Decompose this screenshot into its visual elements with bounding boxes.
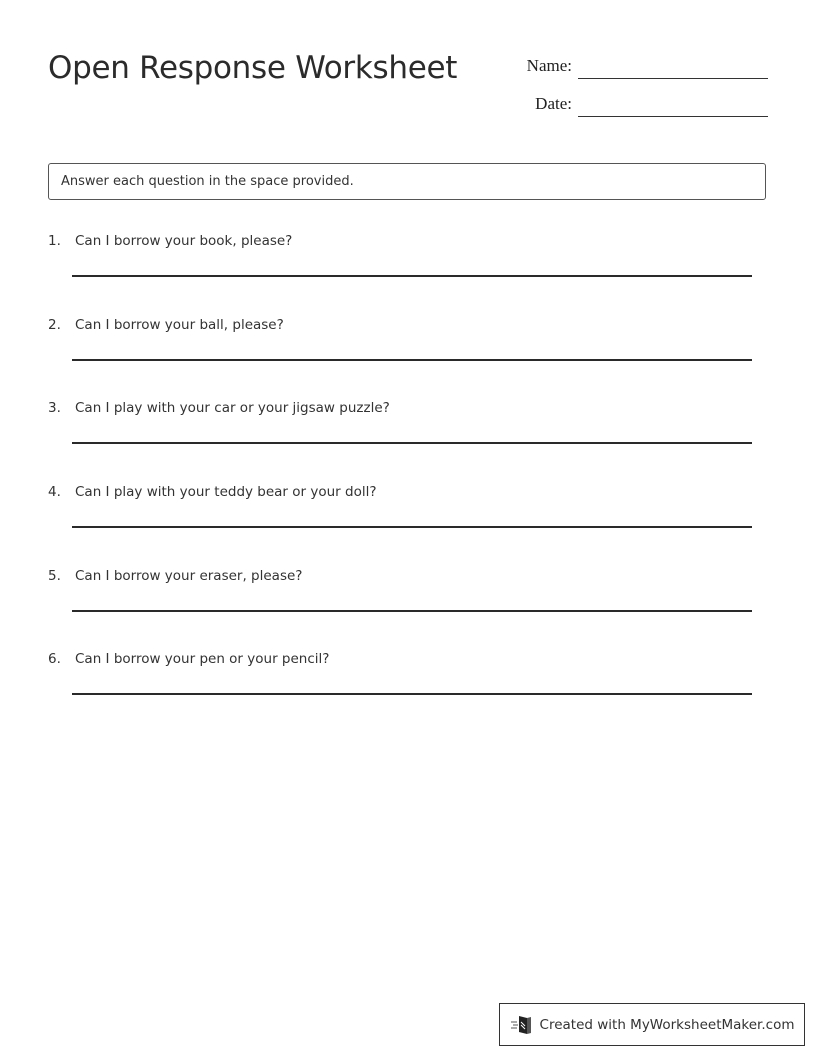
answer-line[interactable] xyxy=(72,693,752,695)
question-number: 1. xyxy=(48,233,61,249)
question-item xyxy=(48,232,752,250)
name-label: Name: xyxy=(526,56,572,75)
name-field[interactable] xyxy=(578,58,768,79)
question-item xyxy=(48,650,752,668)
question-number: 4. xyxy=(48,484,61,500)
question-item xyxy=(48,567,752,585)
answer-line[interactable] xyxy=(72,442,752,444)
question-text: Can I borrow your book, please? xyxy=(75,233,293,249)
answer-line[interactable] xyxy=(72,359,752,361)
answer-line[interactable] xyxy=(72,610,752,612)
instructions-box xyxy=(48,163,766,200)
instructions-text: Answer each question in the space provided. xyxy=(61,174,354,189)
question-text: Can I borrow your ball, please? xyxy=(75,317,284,333)
question-number: 6. xyxy=(48,651,61,667)
name-field-row xyxy=(500,52,768,76)
question-text: Can I play with your car or your jigsaw puzzle? xyxy=(75,400,390,416)
question-text: Can I play with your teddy bear or your doll? xyxy=(75,484,377,500)
date-field-row xyxy=(500,90,768,114)
question-item xyxy=(48,316,752,334)
date-field[interactable] xyxy=(578,96,768,117)
date-label: Date: xyxy=(535,94,572,113)
worksheet-logo-icon xyxy=(510,1014,534,1036)
question-item xyxy=(48,399,752,417)
question-number: 3. xyxy=(48,400,61,416)
footer-text: Created with MyWorksheetMaker.com xyxy=(539,1016,795,1033)
answer-line[interactable] xyxy=(72,526,752,528)
question-number: 2. xyxy=(48,317,61,333)
page-title: Open Response Worksheet xyxy=(48,50,458,86)
question-number: 5. xyxy=(48,568,61,584)
answer-line[interactable] xyxy=(72,275,752,277)
question-item xyxy=(48,483,752,501)
footer-credit[interactable] xyxy=(499,1003,805,1046)
question-text: Can I borrow your pen or your pencil? xyxy=(75,651,330,667)
question-text: Can I borrow your eraser, please? xyxy=(75,568,303,584)
